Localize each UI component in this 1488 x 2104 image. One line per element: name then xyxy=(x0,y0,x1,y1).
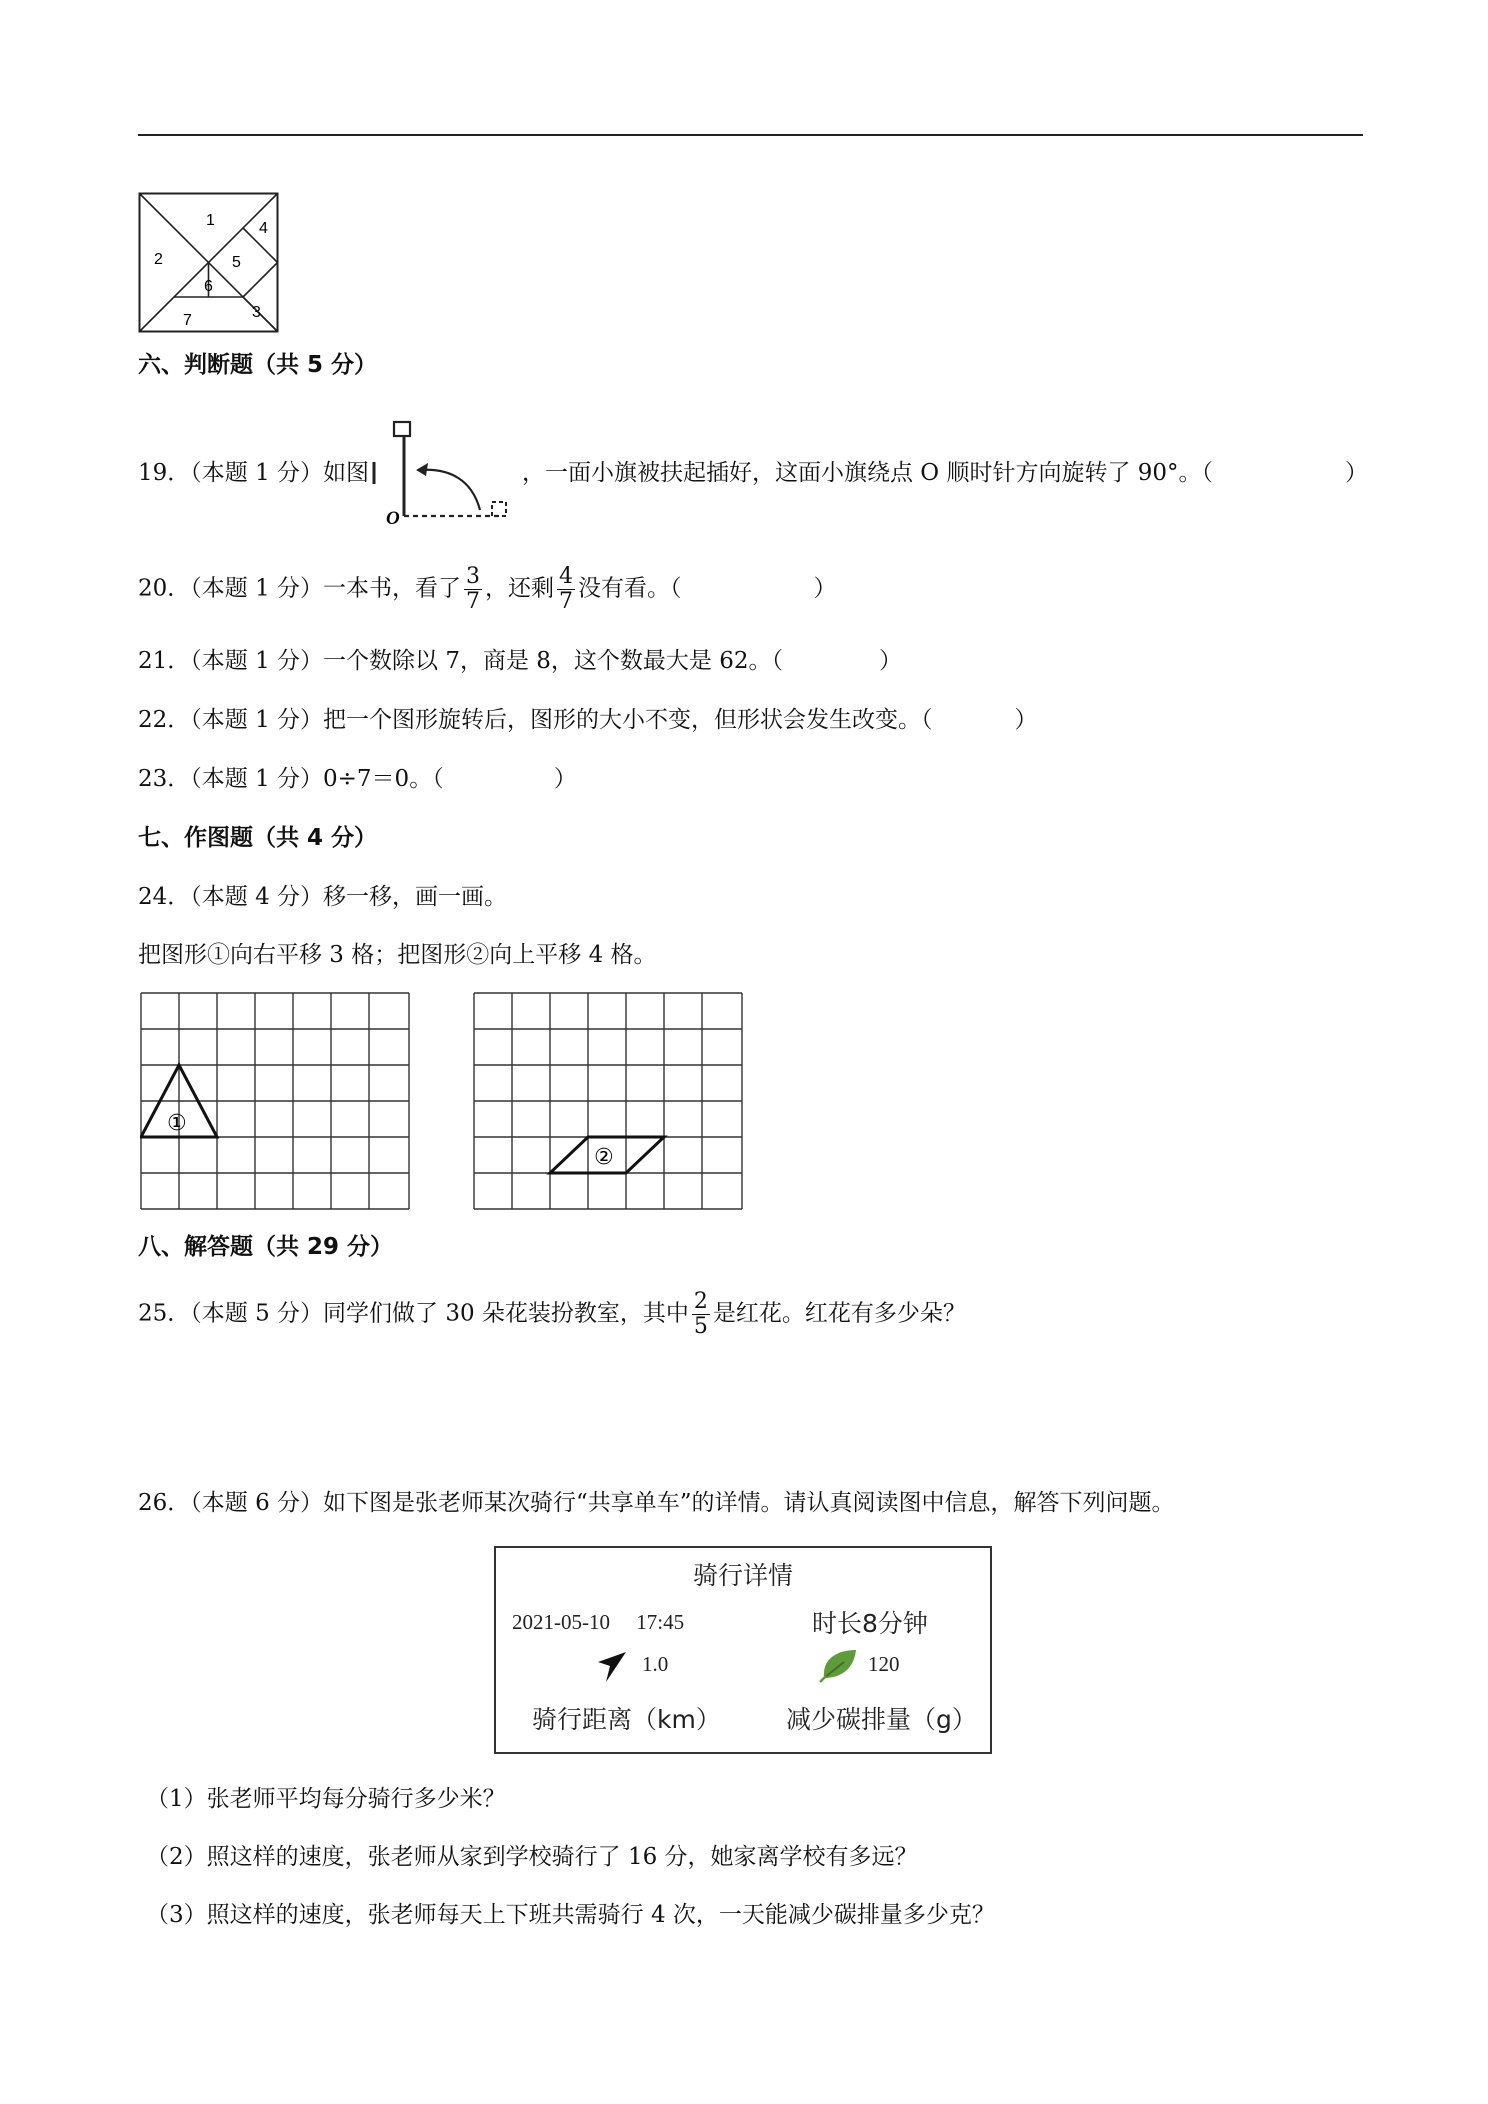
distance-value: 1.0 xyxy=(642,1652,669,1676)
question-19-prefix: 19．（本题 1 分）如图 xyxy=(138,460,370,486)
fraction-denominator: 5 xyxy=(693,1314,708,1339)
question-22 xyxy=(138,705,1038,735)
question-25-prefix: 25．（本题 5 分）同学们做了 30 朵花装扮教室，其中 xyxy=(138,1300,689,1327)
question-22-answer-close: ） xyxy=(1014,707,1038,733)
fraction-numerator: 3 xyxy=(466,564,481,589)
tangram-label-3: 3 xyxy=(252,304,261,321)
figure-1-label: ① xyxy=(167,1111,187,1136)
tangram-label-2: 2 xyxy=(154,251,163,268)
tangram-label-4: 4 xyxy=(259,220,268,237)
question-26-title: 26．（本题 6 分）如下图是张老师某次骑行“共享单车”的详情。请认真阅读图中信息，解答下列问题。 xyxy=(138,1490,1175,1516)
question-22-text: 22．（本题 1 分）把一个图形旋转后，图形的大小不变，但形状会发生改变。（ xyxy=(138,707,933,733)
fraction-denominator: 7 xyxy=(559,589,574,614)
figure-2-label: ② xyxy=(594,1145,614,1170)
question-21-text: 21．（本题 1 分）一个数除以 7，商是 8，这个数最大是 62。（ xyxy=(138,648,783,674)
question-24-title: 24．（本题 4 分）移一移，画一画。 xyxy=(138,884,508,910)
carbon-label: 减少碳排量（g） xyxy=(786,1705,977,1734)
fraction-four-sevenths xyxy=(557,566,575,613)
question-26-sub-3: （3）照这样的速度，张老师每天上下班共需骑行 4 次，一天能减少碳排量多少克？ xyxy=(146,1902,995,1928)
question-21 xyxy=(138,646,902,676)
question-24-instruction: 把图形①向右平移 3 格；把图形②向上平移 4 格。 xyxy=(138,942,657,968)
grid-right[interactable] xyxy=(473,992,745,1210)
question-23 xyxy=(138,764,577,794)
section-title-drawing: 七、作图题（共 4 分） xyxy=(138,825,378,851)
tangram-figure xyxy=(138,192,282,336)
fraction-three-sevenths xyxy=(464,566,482,613)
tangram-label-1: 1 xyxy=(206,212,215,229)
question-20-prefix: 20．（本题 1 分）一本书，看了 xyxy=(138,575,462,602)
section-title-judgment: 六、判断题（共 5 分） xyxy=(138,352,378,378)
question-21-answer-close: ） xyxy=(879,648,902,674)
tangram-label-5: 5 xyxy=(232,254,241,271)
question-25-suffix: 是红花。红花有多少朵？ xyxy=(712,1300,966,1327)
fraction-two-fifths xyxy=(692,1291,710,1338)
question-26-sub-2: （2）照这样的速度，张老师从家到学校骑行了 16 分，她家离学校有多远？ xyxy=(146,1844,918,1870)
question-20-mid: ，还剩 xyxy=(485,575,555,602)
question-20-suffix: 没有看。（ xyxy=(578,575,682,602)
fraction-numerator: 2 xyxy=(693,1289,708,1314)
grid-left[interactable] xyxy=(140,992,412,1210)
section-title-answer: 八、解答题（共 29 分） xyxy=(138,1234,394,1260)
header-rule xyxy=(138,134,1363,136)
question-26-sub-1: （1）张老师平均每分骑行多少米？ xyxy=(146,1786,506,1812)
point-o-label: O xyxy=(386,508,400,526)
leaf-icon xyxy=(818,1648,858,1684)
fraction-numerator: 4 xyxy=(559,564,574,589)
ride-details-card xyxy=(494,1546,992,1754)
question-19-text: ，一面小旗被扶起插好，这面小旗绕点 O 顺时针方向旋转了 90°。（ xyxy=(522,460,1214,486)
question-19-answer-close[interactable]: ） xyxy=(1345,460,1368,486)
ride-datetime: 2021-05-10 17:45 xyxy=(512,1610,685,1634)
card-heading: 骑行详情 xyxy=(692,1561,793,1590)
tangram-label-7: 7 xyxy=(183,312,192,329)
ride-duration: 时长8分钟 xyxy=(812,1609,928,1638)
fraction-denominator: 7 xyxy=(466,589,481,614)
navigation-arrow-icon xyxy=(596,1650,630,1684)
question-20-answer-close: ） xyxy=(813,575,837,602)
distance-label: 骑行距离（km） xyxy=(532,1705,721,1734)
question-25 xyxy=(138,1291,966,1338)
tangram-label-6: 6 xyxy=(204,278,213,295)
flag-rotation-figure xyxy=(372,418,522,526)
question-23-answer-close: ） xyxy=(553,766,577,792)
question-23-text: 23．（本题 1 分）0÷7＝0。（ xyxy=(138,766,444,792)
carbon-value: 120 xyxy=(868,1652,900,1676)
question-20 xyxy=(138,566,837,613)
